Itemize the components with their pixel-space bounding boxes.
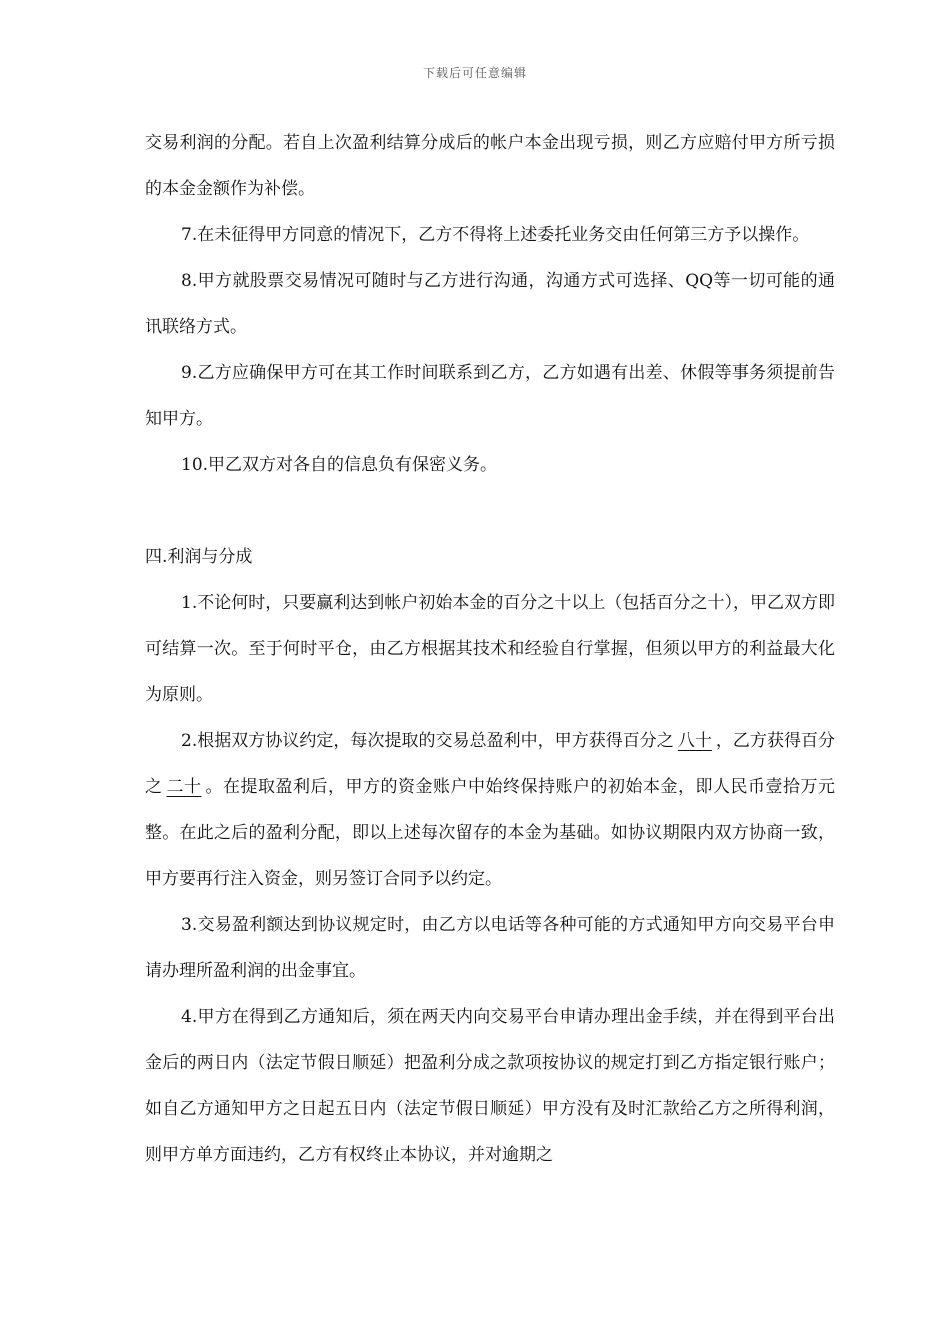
clause-8: 8.甲方就股票交易情况可随时与乙方进行沟通，沟通方式可选择、QQ等一切可能的通讯联络方式。 [145, 271, 835, 337]
section-4-clause-3: 3.交易盈利额达到协议规定时，由乙方以电话等各种可能的方式通知甲方向交易平台申请办理所盈利润的出金事宜。 [145, 915, 835, 981]
fill-in-blank-jia-share: 八十 [677, 731, 712, 751]
clause-2-text-part2: ，乙方获得百分之 [145, 731, 836, 797]
section-4-clause-1: 1.不论何时，只要赢利达到帐户初始本金的百分之十以上（包括百分之十），甲乙双方即可结算一次。至于何时平仓，由乙方根据其技术和经验自行掌握，但须以甲方的利益最大化为原则。 [145, 593, 835, 705]
document-body [145, 120, 835, 1178]
clause-7: 7.在未征得甲方同意的情况下，乙方不得将上述委托业务交由任何第三方予以操作。 [181, 225, 810, 245]
section-4-title: 四.利润与分成 [145, 547, 253, 567]
clause-9: 9.乙方应确保甲方可在其工作时间联系到乙方，乙方如遇有出差、休假等事务须提前告知甲方。 [145, 363, 835, 429]
fill-in-blank-yi-share: 二十 [166, 777, 202, 797]
section-4-clause-4: 4.甲方在得到乙方通知后，须在两天内向交易平台申请办理出金手续，并在得到平台出金后的两日内（法定节假日顺延）把盈利分成之款项按协议的规定打到乙方指定银行账户；如自乙方通知甲方之日起五日内（法定节假日顺延）甲方没有及时汇款给乙方之所得利润，则甲方单方面违约，乙方有权终止本协议，并对逾期之 [145, 1007, 835, 1165]
clause-2-text-part1: 2.根据双方协议约定，每次提取的交易总盈利中，甲方获得百分之 [181, 731, 674, 751]
clause-2-text-part3: 。在提取盈利后，甲方的资金账户中始终保持账户的初始本金，即人民币壹拾万元整。在此之后的盈利分配，即以上述每次留存的本金为基础。如协议期限内双方协商一致，甲方要再行注入资金，则另签订合同予以约定。 [145, 777, 835, 889]
clause-10: 10.甲乙双方对各自的信息负有保密义务。 [181, 455, 498, 475]
paragraph-continued: 交易利润的分配。若自上次盈利结算分成后的帐户本金出现亏损，则乙方应赔付甲方所亏损的本金金额作为补偿。 [145, 133, 835, 199]
section-4-clause-2 [145, 718, 835, 902]
section-spacer [145, 488, 835, 534]
page-header: 下载后可任意编辑 [422, 66, 527, 80]
